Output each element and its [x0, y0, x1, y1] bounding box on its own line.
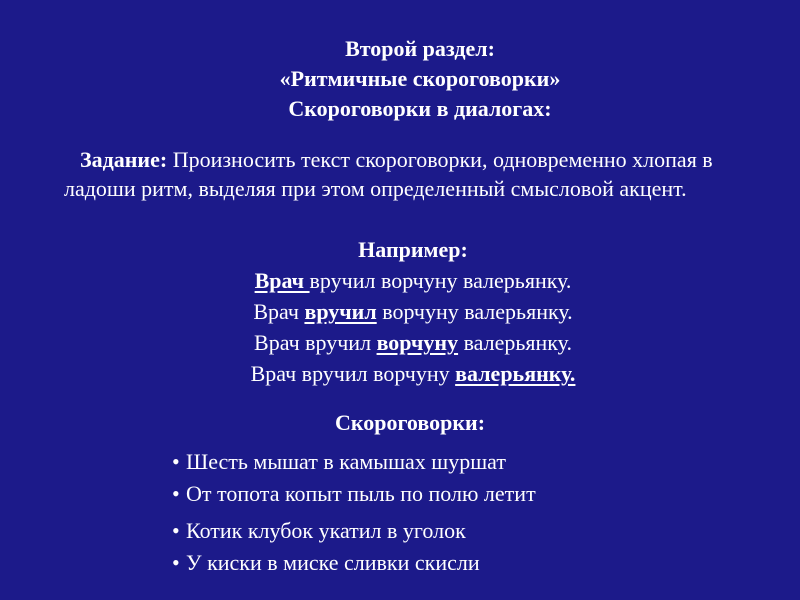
tongue-twisters-title: Скороговорки:: [334, 410, 486, 435]
task-text: Произносить текст скороговорки, одновременно хлопая в ладоши ритм, выделяя при этом определенный смысловой акцент.: [64, 147, 713, 201]
list-item: [172, 547, 536, 579]
list-item: [172, 515, 536, 547]
example-line: [0, 327, 800, 358]
section-subtitle: «Ритмичные скороговорки»: [279, 66, 561, 91]
accent-word: Врач: [254, 268, 310, 293]
list-item: [172, 478, 536, 510]
bullet-icon: •: [172, 449, 180, 474]
list-item-text: У киски в миске сливки скисли: [186, 550, 480, 575]
example-line: [0, 296, 800, 327]
accent-word: вручил: [304, 299, 377, 324]
list-item-text: От топота копыт пыль по полю летит: [186, 481, 536, 506]
example-text: валерьянку.: [458, 330, 572, 355]
slide-heading: [0, 34, 800, 124]
accent-word: ворчуну: [376, 330, 459, 355]
list-item-text: Шесть мышат в камышах шуршат: [186, 449, 506, 474]
example-text: Врач вручил: [254, 330, 377, 355]
bullet-icon: •: [172, 550, 180, 575]
bullet-icon: •: [172, 518, 180, 543]
task-label: Задание:: [80, 147, 168, 172]
topic-title: Скороговорки в диалогах:: [288, 96, 552, 121]
section-title: Второй раздел:: [345, 36, 495, 61]
examples-block: [0, 234, 800, 389]
example-text: Врач: [253, 299, 305, 324]
bullet-icon: •: [172, 481, 180, 506]
example-line: [0, 265, 800, 296]
list-item-text: Котик клубок укатил в уголок: [186, 518, 466, 543]
example-line: [0, 358, 800, 389]
tongue-twisters-list: [172, 446, 536, 579]
accent-word: валерьянку.: [455, 361, 576, 386]
example-text: вручил ворчуну валерьянку.: [309, 268, 572, 293]
example-text: Врач вручил ворчуну: [250, 361, 456, 386]
task-paragraph: [64, 145, 764, 203]
list-item: [172, 446, 536, 478]
examples-title: Например:: [358, 237, 468, 262]
example-text: ворчуну валерьянку.: [376, 299, 573, 324]
